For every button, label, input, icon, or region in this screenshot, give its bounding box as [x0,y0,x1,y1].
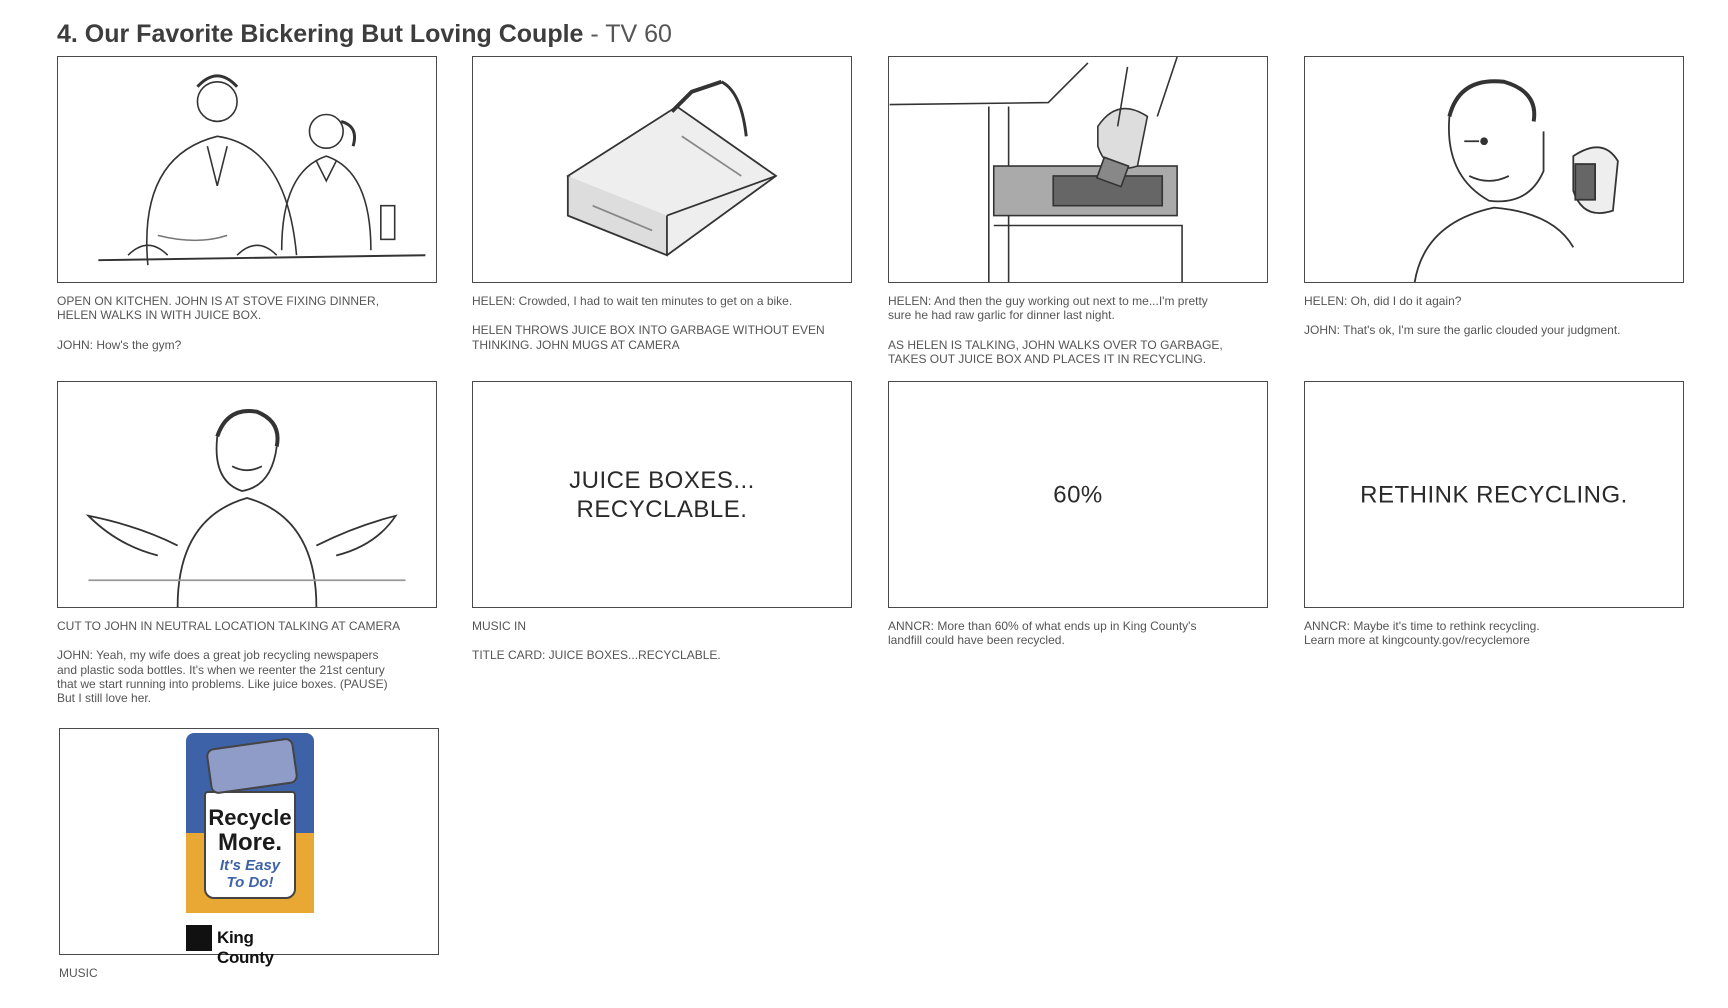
logo-tagline [186,857,314,891]
title-main: 4. Our Favorite Bickering But Loving Couple [57,20,584,48]
juice-box-sketch [473,57,851,282]
caption-2-line-1: HELEN: Crowded, I had to wait ten minutes to get on a bike. [472,294,793,308]
king-county-mark-icon [186,925,212,951]
frame-7-sixty-percent-card [888,381,1268,608]
hand-recycling-bin-sketch [889,57,1267,282]
logo-recycle-text: Recycle [208,805,292,830]
caption-1 [57,294,447,367]
caption-3-line-1: HELEN: And then the guy working out next to me...I'm pretty sure he had raw garlic for dinner last night. [888,294,1208,323]
caption-6 [472,619,862,678]
caption-2 [472,294,862,367]
caption-5-line-2: JOHN: Yeah, my wife does a great job recycling newspapers and plastic soda bottles. It's when we reenter the 21st century that we start running into problems. Like juice boxes. (PAUSE) But I still love her. [57,648,388,706]
caption-4-line-2: JOHN: That's ok, I'm sure the garlic clouded your judgment. [1304,323,1621,338]
card-8-line-1: RETHINK RECYCLING. [1360,481,1628,508]
frame-3-hand-recycling [888,56,1268,283]
caption-8-line-1: ANNCR: Maybe it's time to rethink recycling. Learn more at kingcounty.gov/recyclemore [1304,619,1540,648]
king-county-name: King County [217,928,274,967]
caption-8 [1304,619,1694,663]
caption-3-line-2: AS HELEN IS TALKING, JOHN WALKS OVER TO GARBAGE, TAKES OUT JUICE BOX AND PLACES IT IN RECYCLING. [888,337,1223,366]
frame-6-title-card [472,381,852,608]
frame-1-kitchen-couple [57,56,437,283]
sixty-percent-card-text [889,480,1267,509]
king-county-logo [186,925,314,967]
title-sub: - TV 60 [590,20,672,48]
rethink-recycling-card-text [1305,480,1683,509]
caption-1-line-1: OPEN ON KITCHEN. JOHN IS AT STOVE FIXING DINNER, HELEN WALKS IN WITH JUICE BOX. [57,294,380,323]
caption-9 [59,966,449,995]
john-shrugging-sketch [58,382,436,607]
card-6-line-1: JUICE BOXES... [569,466,755,494]
caption-9-line-1: MUSIC [59,966,98,980]
caption-4 [1304,294,1694,353]
bin-lid-icon [205,737,299,795]
card-6-line-2: RECYCLABLE. [576,495,748,523]
recycle-more-logo [186,733,314,967]
caption-7 [888,619,1278,663]
juice-boxes-card-text [473,466,851,524]
caption-5 [57,619,447,720]
caption-7-line-1: ANNCR: More than 60% of what ends up in King County's landfill could have been recycled. [888,619,1197,648]
frame-9-logo [59,728,439,967]
caption-6-line-1: MUSIC IN [472,619,526,633]
frame-8-rethink-card [1304,381,1684,608]
john-holding-juice-box-sketch [1305,57,1683,282]
logo-tile [186,733,314,913]
caption-2-line-2: HELEN THROWS JUICE BOX INTO GARBAGE WITHOUT EVEN THINKING. JOHN MUGS AT CAMERA [472,323,825,352]
logo-tagline-line-2: To Do! [226,874,274,891]
caption-4-line-1: HELEN: Oh, did I do it again? [1304,294,1462,308]
frame-5-john-shrugging [57,381,437,608]
caption-6-line-2: TITLE CARD: JUICE BOXES...RECYCLABLE. [472,648,721,663]
logo-tagline-line-1: It's Easy [219,857,281,874]
caption-1-line-2: JOHN: How's the gym? [57,337,182,352]
logo-more-text: More. [217,829,282,856]
kitchen-couple-sketch [58,57,436,282]
storyboard-title [57,20,672,49]
caption-3 [888,294,1278,381]
card-7-line-1: 60% [1053,481,1103,508]
frame-4-john-juice-box [1304,56,1684,283]
frame-2-juice-box [472,56,852,283]
caption-5-line-1: CUT TO JOHN IN NEUTRAL LOCATION TALKING AT CAMERA [57,619,401,633]
